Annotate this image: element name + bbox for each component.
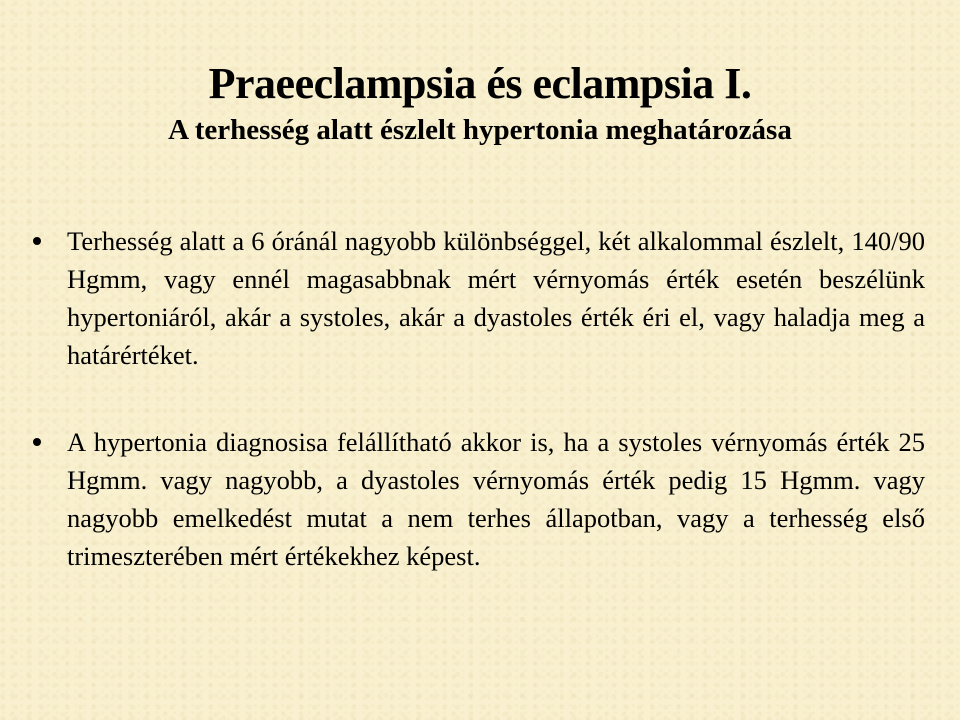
slide-title: Praeeclampsia és eclampsia I. bbox=[208, 59, 752, 108]
bullet-item bbox=[67, 222, 925, 374]
bullet-text: Terhesség alatt a 6 óránál nagyobb különbséggel, két alkalommal észlelt, 140/90 Hgmm, vagy ennél magasabbnak mért vérnyomás érték esetén beszélünk hypertoniáról, akár a systoles, akár a dyastoles érték éri el, vagy haladja meg a határértéket. bbox=[67, 226, 925, 370]
bullet-list-2 bbox=[67, 423, 925, 575]
bullet-text: A hypertonia diagnosisa felállítható akkor is, ha a systoles vérnyomás érték 25 Hgmm. vagy nagyobb, a dyastoles vérnyomás érték pedig 15 Hgmm. vagy nagyobb emelkedést mutat a nem terhes állapotban, vagy a terhesség első trimeszterében mért értékekhez képest. bbox=[67, 427, 925, 571]
bullet-list-1 bbox=[67, 222, 925, 374]
bullet-item bbox=[67, 423, 925, 575]
slide-subtitle: A terhesség alatt észlelt hypertonia meghatározása bbox=[168, 114, 792, 146]
bullet-dot-icon bbox=[33, 237, 41, 245]
bullet-dot-icon bbox=[33, 438, 41, 446]
